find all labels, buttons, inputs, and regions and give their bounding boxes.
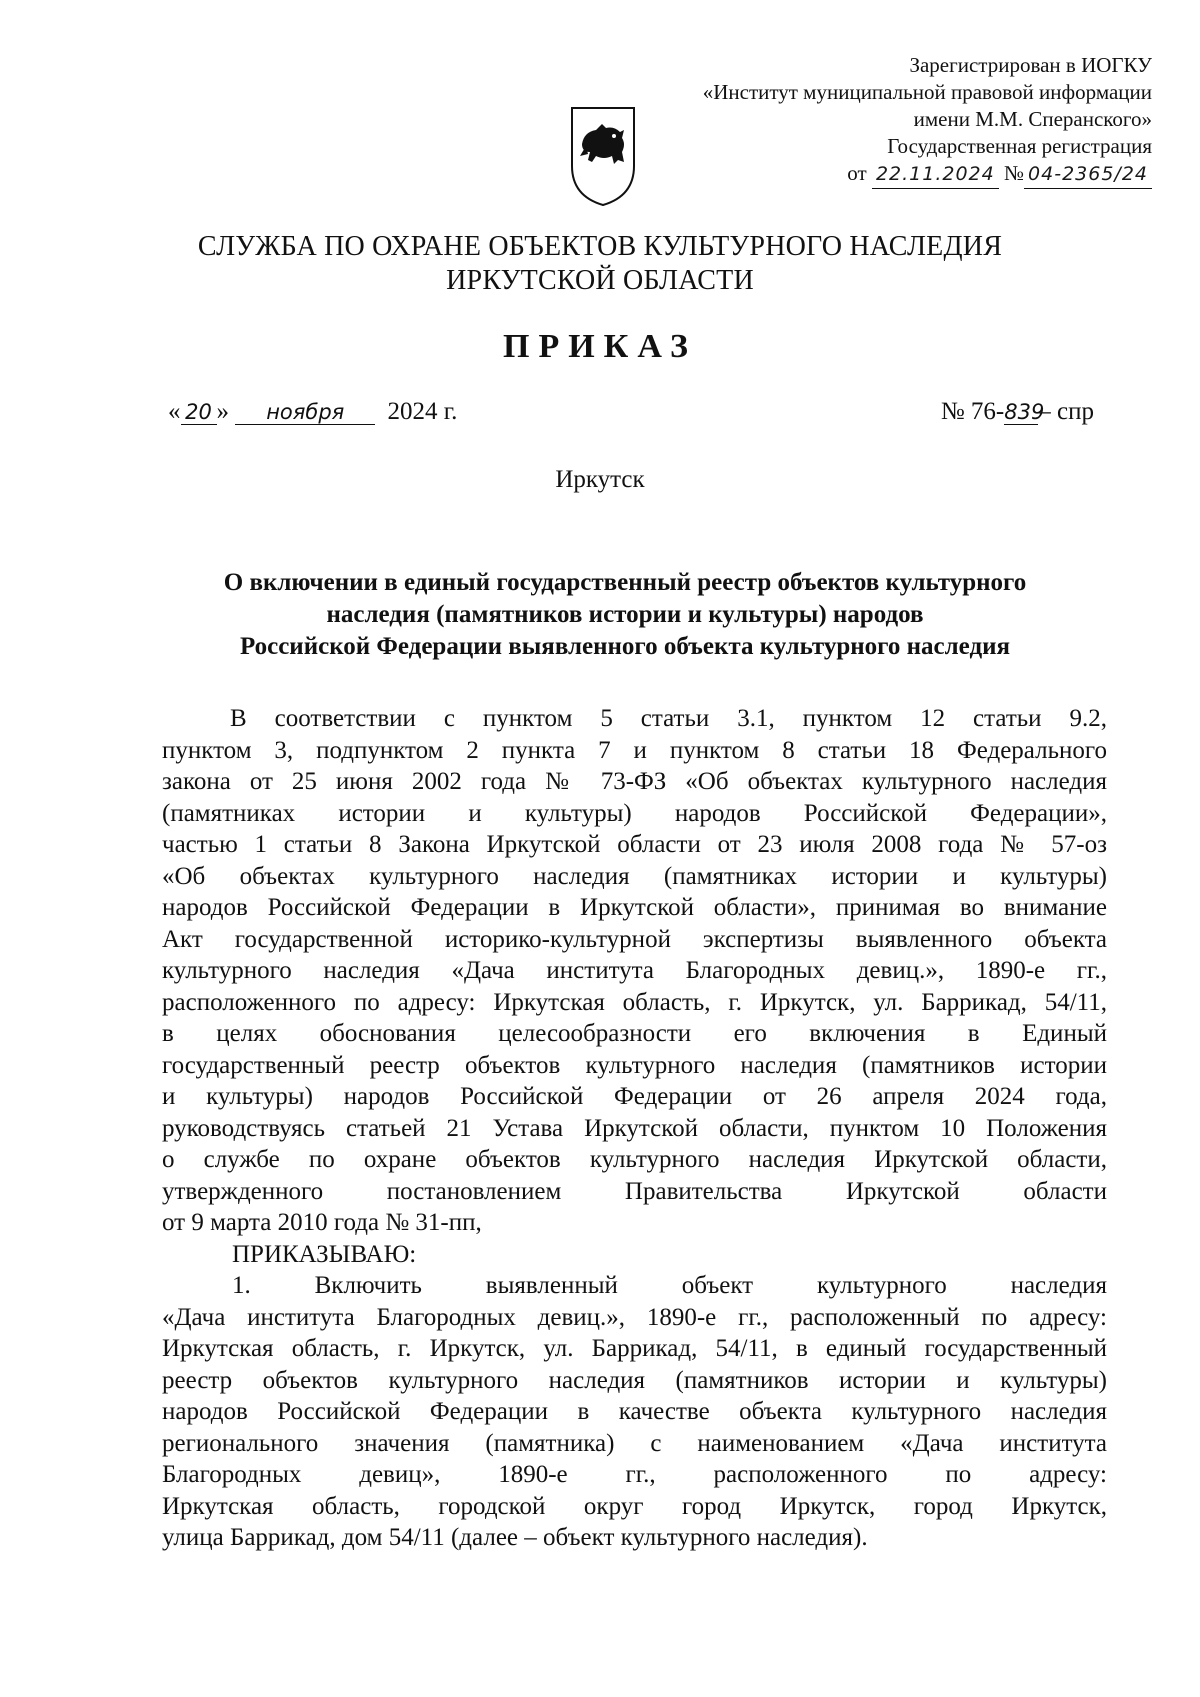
body-line: Иркутская область, городской округ город Иркутск, город Иркутск, [162,1492,1107,1520]
agency-name-line-1: СЛУЖБА ПО ОХРАНЕ ОБЪЕКТОВ КУЛЬТУРНОГО НАСЛЕДИЯ [197,231,1003,262]
body-line: расположенного по адресу: Иркутская область, г. Иркутск, ул. Баррикад, 54/11, [162,988,1107,1016]
body-line: Акт государственной историко-культурной экспертизы выявленного объекта [162,925,1107,953]
body-line: Иркутская область, г. Иркутск, ул. Баррикад, 54/11, в единый государственный [162,1335,1107,1362]
registration-line-1: Зарегистрирован в ИОГКУ [909,53,1152,77]
body-line: «Об объектах культурного наследия (памятниках истории и культуры) [162,862,1107,890]
body-line: народов Российской Федерации в Иркутской области», принимая во внимание [162,894,1107,921]
registration-line-4: Государственная регистрация [887,134,1152,158]
body-line: и культуры) народов Российской Федерации от 26 апреля 2024 года, [162,1083,1107,1110]
body-line: пунктом 3, подпунктом 2 пункта 7 и пунктом 8 статьи 18 Федерального [162,736,1107,764]
body-line: (памятниках истории и культуры) народов Российской Федерации», [162,799,1107,827]
registration-from-label: от [847,161,867,185]
body-line: о службе по охране объектов культурного наследия Иркутской области, [162,1146,1107,1173]
registration-date: 22.11.2024 [872,161,999,189]
city: Иркутск [555,466,645,493]
body-line: 1. Включить выявленный объект культурного наследия [232,1272,1107,1299]
body-line: В соответствии с пунктом 5 статьи 3.1, пунктом 12 статьи 9.2, [230,705,1107,732]
body-line: народов Российской Федерации в качестве объекта культурного наследия [162,1398,1107,1425]
order-body [162,703,1107,1554]
date-day: 20 [181,400,217,425]
order-subject [150,567,1100,663]
body-line: культурного наследия «Дача института Благородных девиц.», 1890-е гг., [162,957,1107,984]
body-line: Благородных девиц», 1890-е гг., расположенного по адресу: [162,1461,1107,1488]
body-line: государственный реестр объектов культурного наследия (памятников истории [162,1051,1107,1079]
order-directive: ПРИКАЗЫВАЮ: [232,1240,417,1268]
date-month: ноября [235,400,375,425]
body-line: закона от 25 июня 2002 года № 73-ФЗ «Об объектах культурного наследия [162,768,1107,795]
subject-line-1: О включении в единый государственный реестр объектов культурного [223,569,1027,596]
body-line: «Дача института Благородных девиц.», 1890-е гг., расположенный по адресу: [162,1303,1107,1331]
order-number-suffix: – спр [1038,398,1094,425]
date-close-quote: » [216,398,229,425]
registration-number-label: № [1003,161,1025,185]
registration-line-3: имени М.М. Сперанского» [913,107,1152,131]
order-number-prefix: № 76- [940,398,1005,425]
registration-stamp [592,52,1152,189]
body-line: утвержденного постановлением Правительства Иркутской области [162,1177,1107,1205]
subject-line-3: Российской Федерации выявленного объекта культурного наследия [239,633,1011,660]
subject-line-2: наследия (памятников истории и культуры) народов [326,601,924,628]
order-number [941,398,1094,426]
agency-name-line-2: ИРКУТСКОЙ ОБЛАСТИ [446,265,754,296]
date-year: 2024 г. [387,398,458,425]
body-line: руководствуясь статьей 21 Устава Иркутской области, пунктом 10 Положения [162,1114,1107,1142]
registration-number: 04-2365/24 [1024,161,1152,189]
body-line: улица Баррикад, дом 54/11 (далее – объект культурного наследия). [162,1524,868,1551]
registration-line-2: «Институт муниципальной правовой информации [702,80,1152,104]
body-line: регионального значения (памятника) с наименованием «Дача института [162,1429,1107,1457]
body-line: в целях обоснования целесообразности его включения в Единый [162,1020,1107,1047]
document-title: ПРИКАЗ [503,328,697,365]
body-line: от 9 марта 2010 года № 31-пп, [162,1209,482,1236]
coat-of-arms-icon [568,104,638,208]
body-line: реестр объектов культурного наследия (памятников истории и культуры) [162,1366,1107,1394]
order-number-value: 839 [1004,400,1045,424]
order-date [168,398,457,426]
date-open-quote: « [168,398,181,425]
body-line: частью 1 статьи 8 Закона Иркутской области от 23 июля 2008 года № 57-оз [162,831,1107,858]
registration-line-5 [592,160,1152,189]
